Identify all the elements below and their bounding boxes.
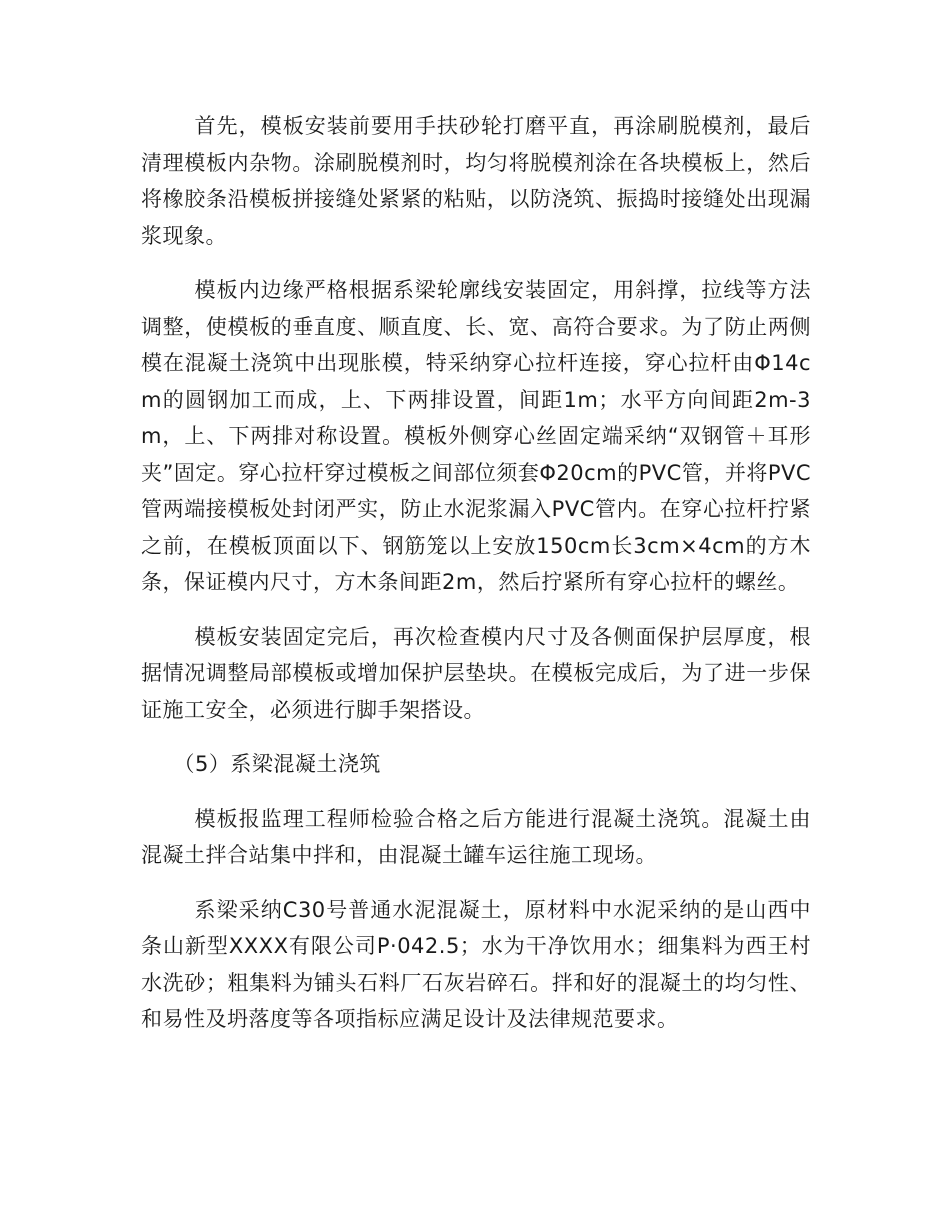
paragraph-pour-inspection: 模板报监理工程师检验合格之后方能进行混凝土浇筑。混凝土由混凝土拌合站集中拌和，由混凝土罐车运往施工现场。 bbox=[141, 806, 811, 867]
paragraph-formwork-check: 模板安装固定完后，再次检查模内尺寸及各侧面保护层厚度，根据情况调整局部模板或增加保护层垫块。在模板完成后，为了进一步保证施工安全，必须进行脚手架搭设。 bbox=[141, 624, 811, 722]
paragraph-formwork-install: 模板内边缘严格根据系梁轮廓线安装固定，用斜撑，拉线等方法调整，使模板的垂直度、顺直度、长、宽、高符合要求。为了防止两侧模在混凝土浇筑中出现胀模，特采纳穿心拉杆连接，穿心拉杆由Φ14cm的圆钢加工而成，上、下两排设置，间距1m；水平方向间距2m-3m，上、下两排对称设置。模板外侧穿心丝固定端采纳“双钢管＋耳形夹”固定。穿心拉杆穿过模板之间部位须套Φ20cm的PVC管，并将PVC管两端接模板处封闭严实，防止水泥浆漏入PVC管内。在穿心拉杆拧紧之前，在模板顶面以下、钢筋笼以上安放150cm长3cm×4cm的方木条，保证模内尺寸，方木条间距2m，然后拧紧所有穿心拉杆的螺丝。 bbox=[141, 278, 812, 594]
section-heading: （5）系梁混凝土浇筑 bbox=[173, 752, 381, 776]
document-body bbox=[141, 108, 811, 1056]
paragraph-concrete-materials: 系梁采纳C30号普通水泥混凝土，原材料中水泥采纳的是山西中条山新型XXXX有限公司P·042.5；水为干净饮用水；细集料为西王村水洗砂；粗集料为铺头石料厂石灰岩碎石。拌和好的混凝土的均匀性、和易性及坍落度等各项指标应满足设计及法律规范要求。 bbox=[141, 897, 811, 1031]
paragraph-formwork-prep: 首先，模板安装前要用手扶砂轮打磨平直，再涂刷脱模剂，最后清理模板内杂物。涂刷脱模剂时，均匀将脱模剂涂在各块模板上，然后将橡胶条沿模板拼接缝处紧紧的粘贴，以防浇筑、振捣时接缝处出现漏浆现象。 bbox=[141, 114, 811, 248]
